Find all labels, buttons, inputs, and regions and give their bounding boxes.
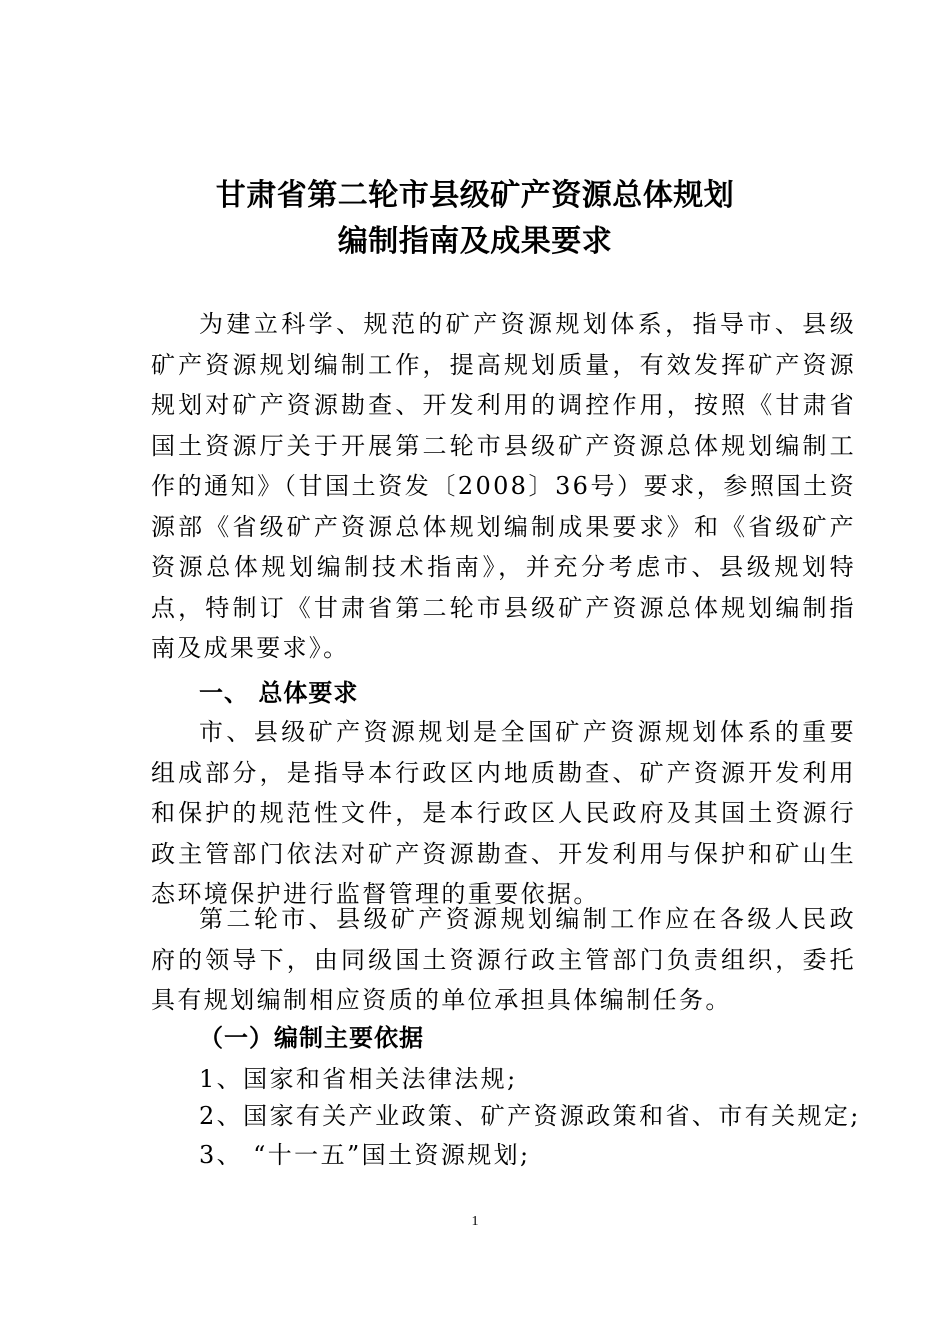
section-paragraph-1: 市、县级矿产资源规划是全国矿产资源规划体系的重要组成部分，是指导本行政区内地质勘查、矿产资源开发利用和保护的规范性文件，是本行政区人民政府及其国土资源行政主管部门依法对矿产资源勘查、开发利用与保护和矿山生态环境保护进行监督管理的重要依据。	[151, 718, 856, 908]
page-number: 1	[471, 1214, 479, 1229]
section-heading-general-requirements: 一、 总体要求	[199, 679, 359, 707]
document-title-line-2: 编制指南及成果要求	[337, 224, 613, 259]
document-title-line-1: 甘肃省第二轮市县级矿产资源总体规划	[215, 178, 735, 213]
list-item: 3、 “十一五”国土资源规划;	[199, 1141, 531, 1169]
subsection-heading-basis: （一）编制主要依据	[199, 1024, 424, 1052]
section-paragraph-2: 第二轮市、县级矿产资源规划编制工作应在各级人民政府的领导下，由同级国土资源行政主管部门负责组织，委托具有规划编制相应资质的单位承担具体编制任务。	[151, 905, 856, 1014]
list-item: 2、国家有关产业政策、矿产资源政策和省、市有关规定;	[199, 1102, 861, 1130]
list-item: 1、国家和省相关法律法规;	[199, 1065, 518, 1093]
intro-paragraph: 为建立科学、规范的矿产资源规划体系，指导市、县级矿产资源规划编制工作，提高规划质量，有效发挥矿产资源规划对矿产资源勘查、开发利用的调控作用，按照《甘肃省国土资源厅关于开展第二轮市县级矿产资源总体规划编制工作的通知》（甘国土资发〔2008〕36号）要求，参照国土资源部《省级矿产资源总体规划编制成果要求》和《省级矿产资源总体规划编制技术指南》，并充分考虑市、县级规划特点，特制订《甘肃省第二轮市县级矿产资源总体规划编制指南及成果要求》。	[151, 310, 856, 662]
